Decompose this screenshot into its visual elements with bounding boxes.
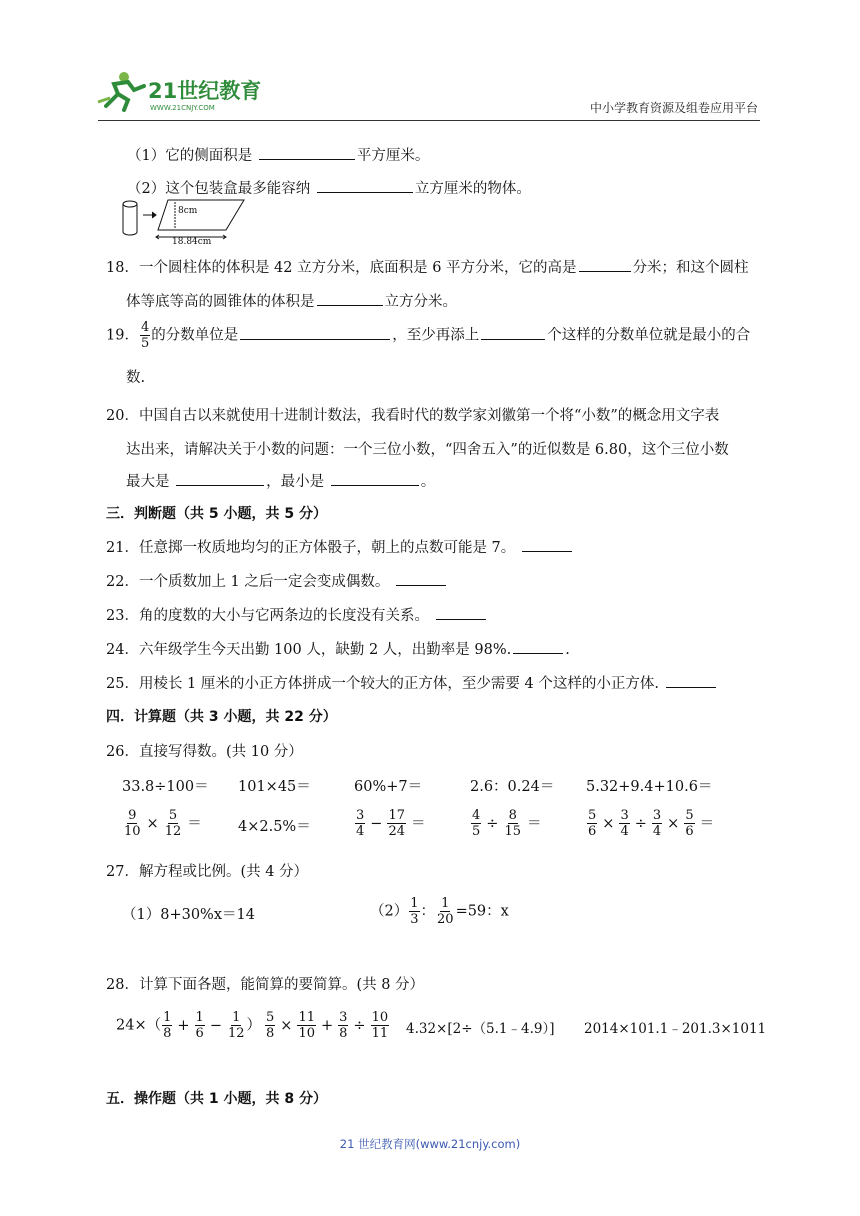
- q20-line1: 20．中国自古以来就使用十进制计数法，我看时代的数学家刘徽第一个将“小数”的概念用文字表: [106, 408, 720, 424]
- q19-line2: 数.: [126, 370, 146, 386]
- answer-blank[interactable]: [481, 325, 545, 340]
- answer-blank[interactable]: [436, 605, 486, 620]
- answer-blank[interactable]: [176, 471, 264, 486]
- judge-item-23: 23．角的度数的大小与它两条边的长度没有关系。: [106, 604, 488, 625]
- q26-item: 4×2.5%＝: [238, 819, 311, 835]
- q26-item: 60%+7＝: [354, 779, 423, 795]
- svg-text:21世纪教育: 21世纪教育: [148, 79, 262, 103]
- q28-expr1: 24×（ $\frac{1}{8}$ + $\frac{1}{6}$ − $\frac{1}{12}$ ）: [116, 1010, 262, 1041]
- section-3-title: 三．判断题（共 5 小题，共 5 分）: [106, 506, 327, 522]
- answer-blank[interactable]: [331, 471, 419, 486]
- q26-title: 26．直接写得数。(共 10 分）: [106, 744, 303, 760]
- q27-title: 27．解方程或比例。(共 4 分）: [106, 864, 309, 880]
- svg-text:WWW.21CNJY.COM: WWW.21CNJY.COM: [150, 104, 215, 112]
- runner-logo-icon: [98, 72, 144, 110]
- q27-part2: （2） $\frac{1}{3}$ ： $\frac{1}{20}$ =59：x: [370, 896, 509, 927]
- answer-blank[interactable]: [317, 178, 413, 193]
- answer-blank[interactable]: [396, 571, 446, 586]
- q27-part1: （1）8+30%x＝14: [122, 907, 255, 923]
- judge-item-25: 25．用棱长 1 厘米的小正方体拼成一个较大的正方体，至少需要 4 个这样的小正方体.: [106, 672, 718, 693]
- q20-line3: 最大是 ，最小是 。: [126, 470, 435, 491]
- q19-line1: 19． $\frac{4}{5}$ 的分数单位是 ，至少再添上 个这样的分数单位就是最小的合: [106, 320, 751, 351]
- answer-blank[interactable]: [513, 639, 563, 654]
- q28-expr4: 2014×101.1﹣201.3×1011: [584, 1021, 767, 1037]
- q26-item: 33.8÷100＝: [122, 779, 209, 795]
- judge-item-21: 21．任意掷一枚质地均匀的正方体骰子，朝上的点数可能是 7。: [106, 536, 574, 557]
- q28-title: 28．计算下面各题，能简算的要简算。(共 8 分）: [106, 977, 425, 993]
- judge-item-22: 22．一个质数加上 1 之后一定会变成偶数。: [106, 570, 448, 591]
- q26-item: 2.6：0.24＝: [470, 779, 555, 795]
- svg-text:18.84cm: 18.84cm: [172, 237, 212, 244]
- section-5-title: 五．操作题（共 1 小题，共 8 分）: [106, 1091, 327, 1107]
- q26-item: $\frac{9}{10}$ × $\frac{5}{12}$ ＝: [124, 808, 202, 839]
- svg-text:8cm: 8cm: [178, 206, 198, 216]
- q18-line2: 体等底等高的圆锥体的体积是 立方分米。: [126, 290, 457, 311]
- fraction: $\frac{4}{5}$: [140, 320, 150, 351]
- answer-blank[interactable]: [240, 325, 390, 340]
- cylinder-figure: [118, 198, 248, 244]
- q18-line1: 18．一个圆柱体的体积是 42 立方分米，底面积是 6 平方分米，它的高是 分米；和这个圆柱: [106, 256, 749, 277]
- logo: [94, 68, 264, 114]
- q17-part1: （1）它的侧面积是 平方厘米。: [127, 144, 429, 165]
- answer-blank[interactable]: [666, 673, 716, 688]
- section-4-title: 四．计算题（共 3 小题，共 22 分）: [106, 709, 337, 725]
- q28-expr3: 4.32×[2÷（5.1﹣4.9）]: [406, 1021, 555, 1037]
- q26-item: $\frac{4}{5}$ ÷ $\frac{8}{15}$ ＝: [472, 808, 542, 839]
- answer-blank[interactable]: [259, 145, 355, 160]
- q20-line2: 达出来，请解决关于小数的问题：一个三位小数，“四舍五入”的近似数是 6.80，这个三位小数: [126, 442, 729, 458]
- q26-item: 5.32+9.4+10.6＝: [586, 779, 713, 795]
- header-divider: [98, 120, 760, 121]
- answer-blank[interactable]: [317, 291, 383, 306]
- answer-blank[interactable]: [522, 537, 572, 552]
- platform-name: 中小学教育资源及组卷应用平台: [589, 101, 758, 115]
- judge-item-24: 24．六年级学生今天出勤 100 人，缺勤 2 人，出勤率是 98%. .: [106, 638, 570, 659]
- q26-item: $\frac{3}{4}$ − $\frac{17}{24}$ ＝: [356, 808, 426, 839]
- page-footer: 21 世纪教育网(www.21cnjy.com): [339, 1137, 521, 1151]
- answer-blank[interactable]: [579, 257, 631, 272]
- q26-item: $\frac{5}{6}$ × $\frac{3}{4}$ ÷ $\frac{3}{4}$ × $\frac{5}{6}$ ＝: [588, 808, 715, 839]
- q17-part2: （2）这个包装盒最多能容纳 立方厘米的物体。: [127, 177, 531, 198]
- q26-item: 101×45＝: [238, 779, 311, 795]
- q28-expr2: $\frac{5}{8}$ × $\frac{11}{10}$ + $\frac{3}{8}$ ÷ $\frac{10}{11}$: [266, 1010, 389, 1041]
